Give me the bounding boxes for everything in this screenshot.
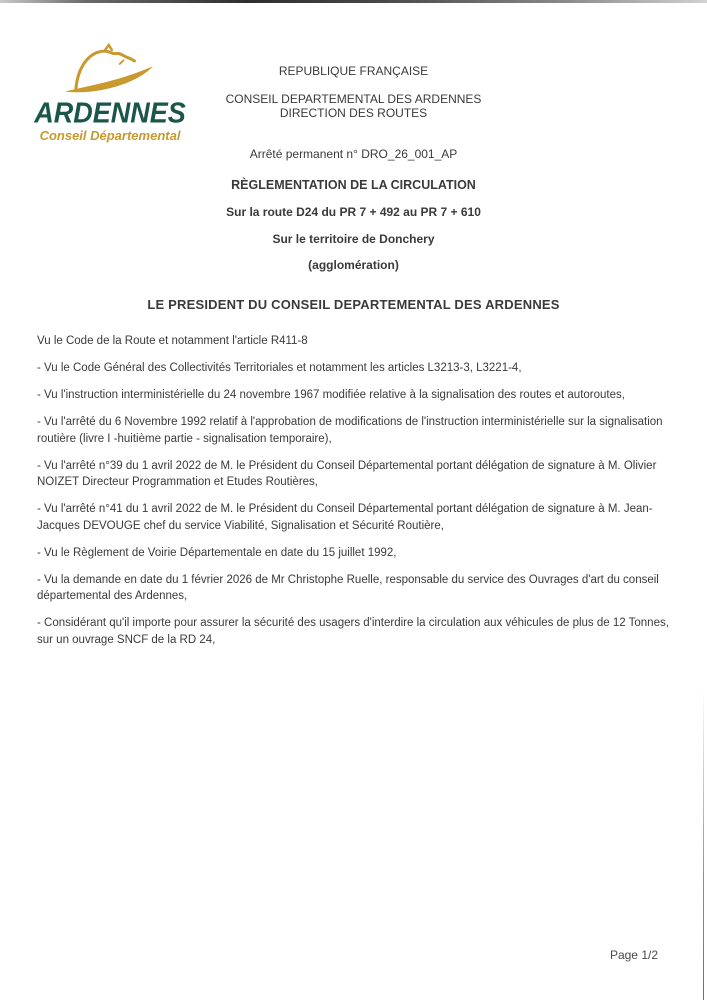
logo-title: ARDENNES — [34, 97, 186, 129]
order-reference: Arrêté permanent n° DRO_26_001_AP — [249, 147, 458, 161]
order-territory-line: Sur le territoire de Donchery — [272, 232, 435, 246]
paragraph-vu-code-route: Vu le Code de la Route et notamment l'article R411-8 — [37, 335, 308, 347]
order-road-line: Sur la route D24 du PR 7 + 492 au PR 7 + 610 — [226, 205, 481, 219]
scan-right-edge-artifact — [703, 690, 704, 1000]
boar-swoosh-icon — [44, 42, 176, 100]
ardennes-logo — [30, 42, 190, 143]
paragraph-vu-arrete-1992: - Vu l'arrêté du 6 Novembre 1992 relatif à l'approbation de modifications de l'instruction interministérielle sur la signalisation routière (livre I -huitième partie - signalisation temporaire), — [37, 416, 663, 445]
paragraph-vu-code-collectivites: - Vu le Code Général des Collectivités Territoriales et notamment les articles L3213-3, L3221-4, — [37, 362, 522, 374]
body-paragraphs — [0, 313, 707, 648]
paragraph-vu-arrete-41: - Vu l'arrêté n°41 du 1 avril 2022 de M. le Président du Conseil Départemental portant délégation de signature à M. Jean-Jacques DEVOUGE chef du service Viabilité, Signalisation et Sécurité Routière, — [37, 503, 653, 532]
header-republic: REPUBLIQUE FRANÇAISE — [278, 64, 429, 78]
logo-subtitle: Conseil Départemental — [39, 128, 181, 143]
paragraph-vu-instruction-1967: - Vu l'instruction interministérielle du 24 novembre 1967 modifiée relative à la signalisation des routes et autoroutes, — [37, 389, 625, 401]
paragraph-considerant: - Considérant qu'il importe pour assurer la sécurité des usagers d'interdire la circulation aux véhicules de plus de 12 Tonnes, sur un ouvrage SNCF de la RD 24, — [37, 617, 669, 646]
paragraph-vu-arrete-39: - Vu l'arrêté n°39 du 1 avril 2022 de M. le Président du Conseil Départemental portant délégation de signature à M. Olivier NOIZET Directeur Programmation et Etudes Routières, — [37, 459, 657, 488]
paragraph-vu-reglement-voirie: - Vu le Règlement de Voirie Départementale en date du 15 juillet 1992, — [37, 546, 397, 559]
page-number: Page 1/2 — [609, 948, 658, 962]
order-title: RÈGLEMENTATION DE LA CIRCULATION — [231, 178, 476, 192]
scan-top-edge-artifact — [0, 0, 707, 3]
header-direction: DIRECTION DES ROUTES — [279, 106, 428, 120]
order-zone-line: (agglomération) — [308, 258, 399, 272]
page-title: LE PRESIDENT DU CONSEIL DEPARTEMENTAL DES ARDENNES — [147, 297, 560, 312]
header-department: CONSEIL DEPARTEMENTAL DES ARDENNES — [225, 92, 482, 106]
paragraph-vu-demande: - Vu la demande en date du 1 février 2026 de Mr Christophe Ruelle, responsable du service des Ouvrages d'art du conseil départemental des Ardennes, — [37, 573, 659, 602]
